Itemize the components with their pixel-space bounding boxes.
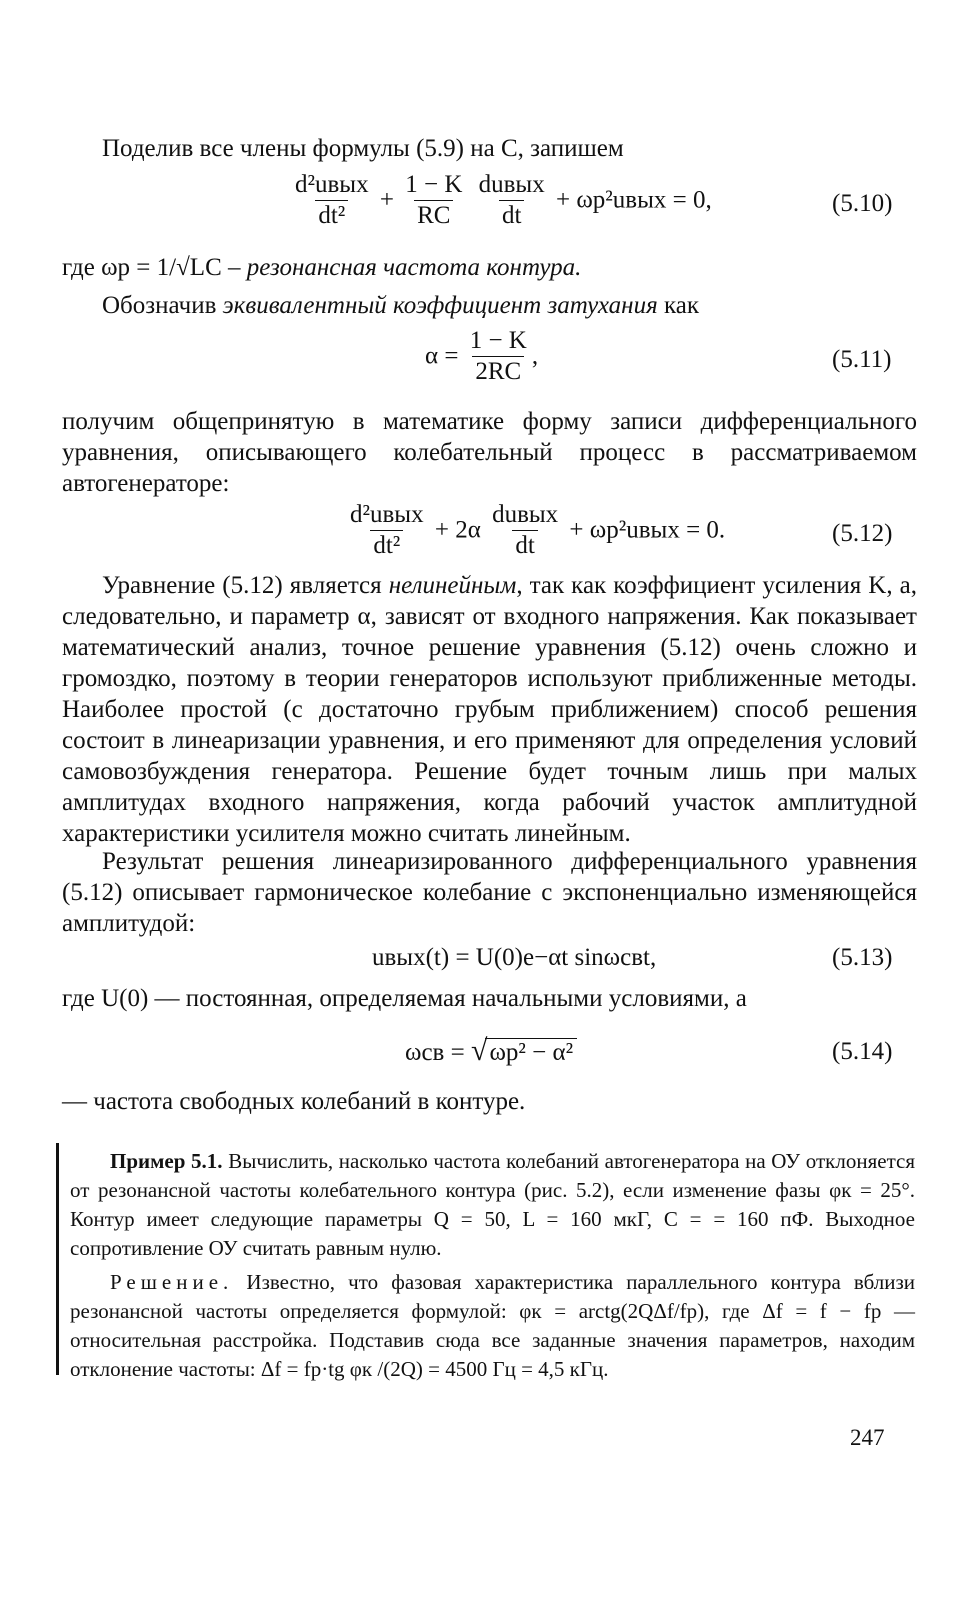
equation-number: (5.14) [832,1038,893,1065]
fraction-numerator: 1 − K [469,327,527,354]
example-title: Пример 5.1. [110,1149,223,1173]
equation-5-13: uвых(t) = U(0)e−αt sinωсвt, [372,944,657,971]
equation-number: (5.12) [832,520,893,547]
fraction-denominator: dt [499,200,524,231]
paragraph-where-resonance [62,252,917,283]
fraction-numerator: 1 − K [405,171,463,198]
page-number: 247 [850,1425,885,1450]
italic-term: нелинейным [388,572,517,599]
paragraph-intro: Поделив все члены формулы (5.9) на C, запишем [102,135,624,162]
paragraph-free-oscillation: — частота свободных колебаний в контуре. [62,1088,526,1115]
fraction-1-k-rc [402,170,465,231]
equation-5-14 [405,1034,577,1068]
fraction-denominator: dt² [370,530,403,561]
equation-tail: , [531,342,539,370]
text-suffix: как [657,292,699,319]
paragraph-result: Результат решения линеаризированного дифференциального уравнения (5.12) описывает гармоническое колебание с экспоненциально изменяющейся амплитудой: [62,848,917,937]
paragraph-damping [62,290,917,321]
fraction-numerator: d²uвых [350,501,424,528]
fraction-denominator: dt² [315,200,348,231]
sqrt-radicand: ωp² − α² [485,1038,577,1067]
fraction-denominator: dt [512,530,537,561]
equation-mid: + 2α [434,516,481,544]
formula-resonant-frequency: где ωp = 1/√LC [62,254,222,281]
text-body: , так как коэффициент усиления K, а, следовательно, и параметр α, зависят от входного напряжения. Как показывает математический анализ, точное решение уравнения (5.12) очень сложно и громоздко, поэтому в теории генераторов используют приближенные методы. Наиболее простой (с достаточно грубым приближением) способ решения состоит в линеаризации уравнения, и его применяют для определения условий самовозбуждения генератора. Решение будет точным лишь при малых амплитудах входного напряжения, когда рабочий участок амплитудной характеристики усилителя можно считать линейным. [62,572,917,847]
equation-5-12 [345,500,725,561]
example-text: Вычислить, насколько частота колебаний автогенератора на ОУ отклоняется от резонансной частоты колебательного контура (рис. 5.2), если изменение фазы φк = 25°. Контур имеет следующие параметры Q = 50, L = 160 мкГ, C = = 160 пФ. Выходное сопротивление ОУ считать равным нулю. [70,1149,915,1260]
equation-number: (5.13) [832,944,893,971]
text-prefix: Уравнение (5.12) является [102,572,389,599]
solution-text: Известно, что фазовая характеристика параллельного контура вблизи резонансной частоты определяется формулой: φк = arctg(2QΔf/fp), где Δf = f − fp — относительная расстройка. Подставив сюда все заданные значения параметров, находим отклонение частоты: Δf = fp·tg φк /(2Q) = 4500 Гц = 4,5 кГц. [70,1270,915,1381]
equation-number: (5.10) [832,190,893,217]
equation-5-10: $\frac{\text{d²uвых}}{\text{dt²}}$ + $\frac{1 - K}{RC}$ $\frac{\text{duвых}}{dt}$ + ωp²uвых = 0, [290,170,712,231]
sqrt-sign: √ [470,1034,488,1067]
fraction-numerator: duвых [492,501,559,528]
solution-label: Решение. [110,1270,234,1294]
example-solution [70,1268,915,1384]
paragraph-general-form: получим общепринятую в математике форму записи дифференциального уравнения, описывающего колебательный процесс в рассматриваемом автогенераторе: [62,408,917,497]
fraction-du-dt [489,500,561,561]
equation-lhs: α = [425,342,459,370]
fraction-denominator: RC [414,200,453,231]
fraction-denominator: 2RC [472,356,524,387]
fraction-numerator: duвых [478,171,545,198]
fraction-numerator: d²uвых [295,171,369,198]
fraction-damping [467,326,530,387]
equation-5-11 [425,326,538,387]
example-sidebar-line [56,1143,59,1375]
equation-number: (5.11) [832,346,892,373]
equation-tail: + ωp²uвых = 0. [569,516,726,544]
paragraph-constant: где U(0) — постоянная, определяемая начальными условиями, а [62,985,747,1012]
equation-tail: + ωp²uвых = 0, [555,186,712,214]
italic-definition: – резонансная частота контура. [221,254,582,281]
fraction-d2u-dt2 [292,170,372,231]
fraction-du-dt [476,170,548,231]
italic-term: эквивалентный коэффициент затухания [222,292,658,319]
equation-lhs: ωсв = [405,1039,465,1066]
fraction-d2u-dt2 [347,500,427,561]
text-prefix: Обозначив [102,292,223,319]
paragraph-nonlinear [62,570,917,849]
example-5-1 [70,1147,915,1263]
